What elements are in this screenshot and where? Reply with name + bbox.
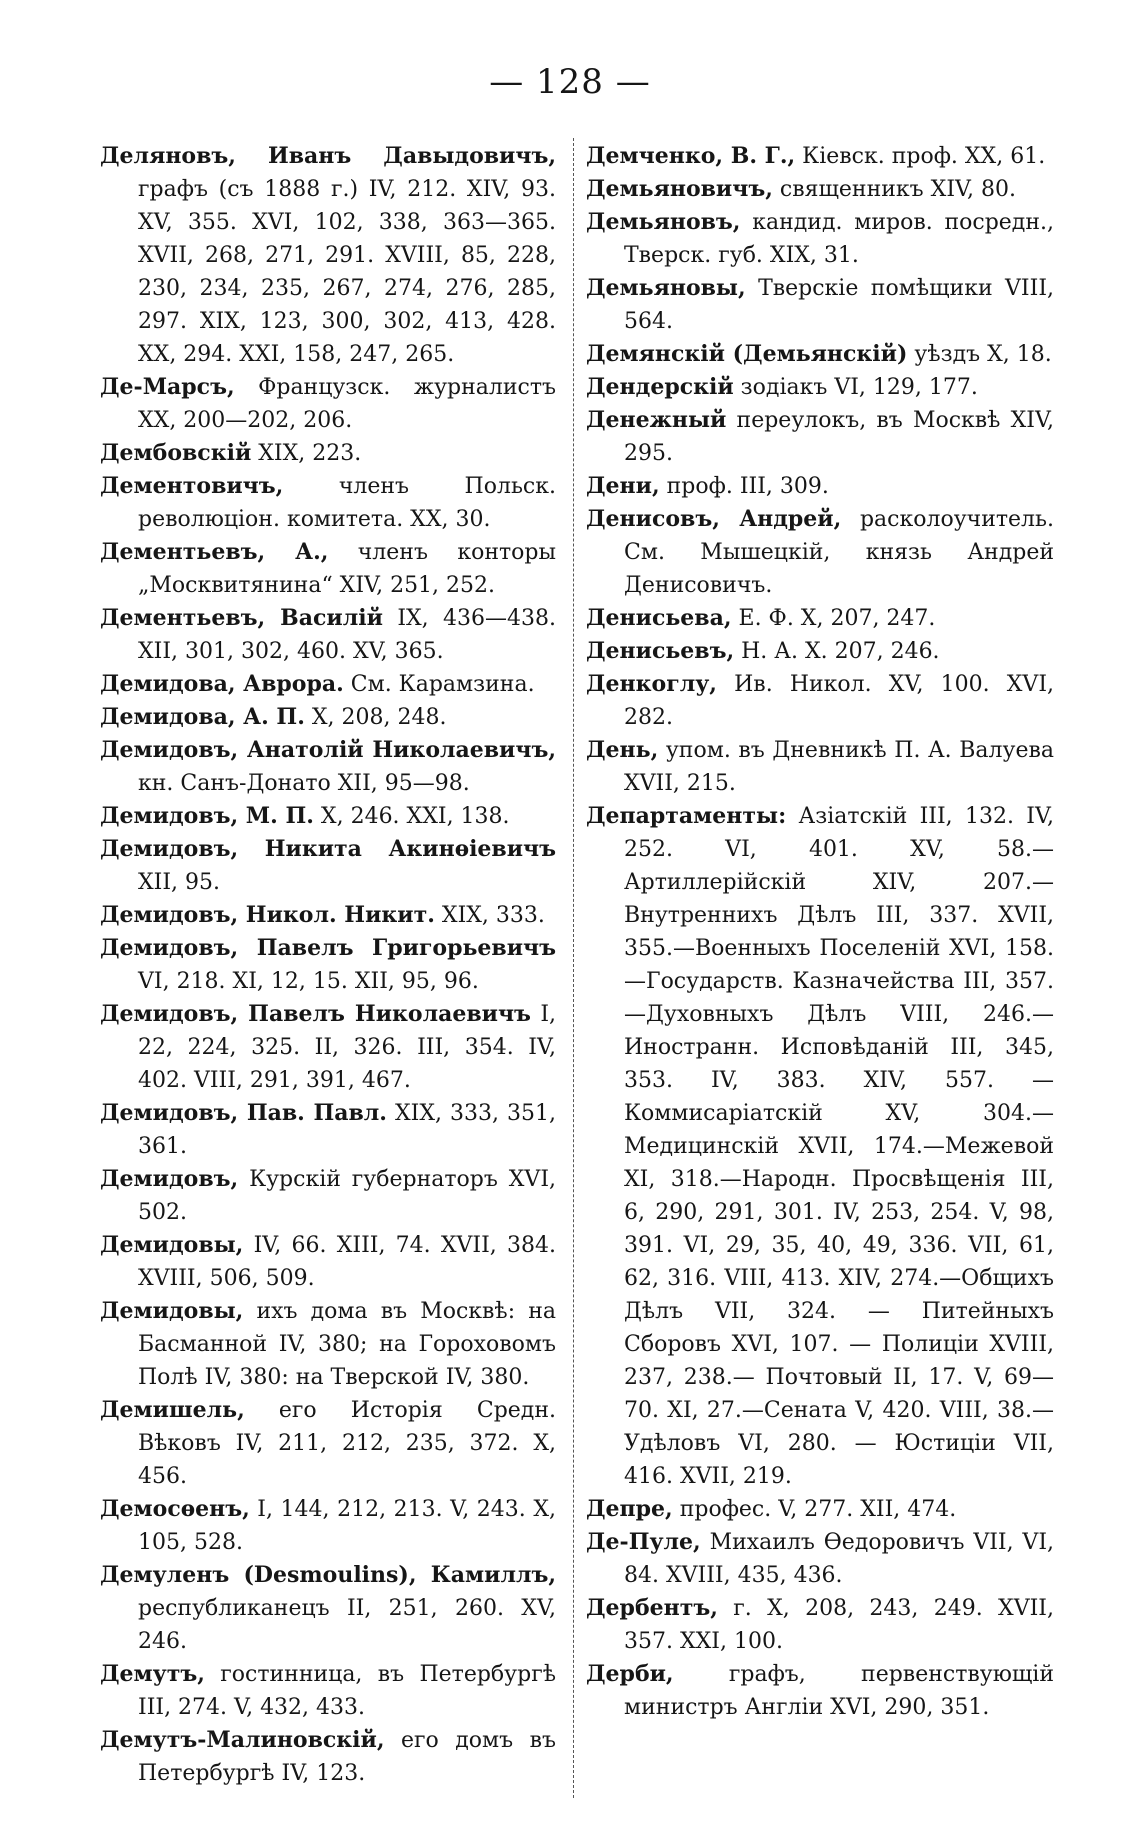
index-entry bbox=[100, 1295, 556, 1394]
entry-text: г. X, 208, 243, 249. XVII, 357. XXI, 100. bbox=[624, 1596, 1054, 1654]
entry-text: Н. А. X. 207, 246. bbox=[741, 639, 940, 664]
index-entry bbox=[100, 833, 556, 899]
entry-text: XIX, 333. bbox=[441, 903, 545, 928]
entry-text: Тверскіе помѣщики VIII, 564. bbox=[624, 276, 1054, 334]
entry-head: Дербентъ, bbox=[586, 1595, 718, 1621]
entry-head: Дементовичъ, bbox=[100, 473, 284, 499]
entry-head: Демутъ-Малиновскій, bbox=[100, 1727, 385, 1753]
entry-head: Де-Пуле, bbox=[586, 1529, 701, 1555]
index-entry bbox=[100, 998, 556, 1097]
index-entry bbox=[100, 1724, 556, 1790]
entry-text: священникъ XIV, 80. bbox=[779, 177, 1017, 202]
entry-head: Демидовъ, Пав. Павл. bbox=[100, 1100, 387, 1126]
entry-head: Демченко, В. Г., bbox=[586, 143, 796, 169]
entry-text: графъ (съ 1888 г.) IV, 212. XIV, 93. XV, 355. XVI, 102, 338, 363—365. XVII, 268, 271, 291. XVIII, 85, 228, 230, 234, 235, 267, 274, 276, 285, 297. XIX, 123, 300, 302, 413, 428. XX, 294. XXI, 158, 247, 265. bbox=[138, 177, 556, 367]
index-entry bbox=[586, 470, 1054, 503]
entry-text: членъ конторы „Москвитянина“ XIV, 251, 252. bbox=[138, 540, 556, 598]
entry-text: XIX, 223. bbox=[258, 441, 362, 466]
index-entry bbox=[100, 437, 556, 470]
index-entry bbox=[100, 470, 556, 536]
entry-head: Деляновъ, Иванъ Давыдовичъ, bbox=[100, 143, 556, 169]
entry-text: ихъ дома въ Москвѣ: на Басманной IV, 380; на Гороховомъ Полѣ IV, 380: на Тверской IV, 380. bbox=[138, 1299, 556, 1390]
entry-head: Демидовъ, bbox=[100, 1166, 239, 1192]
entry-head: Демидова, Аврора. bbox=[100, 671, 344, 697]
entry-text: зодіакъ VI, 129, 177. bbox=[740, 375, 978, 400]
index-entry bbox=[586, 140, 1054, 173]
entry-text: кн. Санъ-Донато XII, 95—98. bbox=[138, 771, 470, 796]
left-column bbox=[100, 140, 556, 1790]
entry-head: Дерби, bbox=[586, 1661, 674, 1687]
index-entry bbox=[100, 371, 556, 437]
index-entry bbox=[586, 668, 1054, 734]
index-entry bbox=[586, 602, 1054, 635]
entry-head: Демишель, bbox=[100, 1397, 245, 1423]
entry-head: Демьяновъ, bbox=[586, 209, 741, 235]
entry-text: республиканецъ II, 251, 260. XV, 246. bbox=[138, 1596, 556, 1654]
index-entry bbox=[100, 1493, 556, 1559]
index-entry bbox=[100, 668, 556, 701]
entry-text: I, 22, 224, 325. II, 326. III, 354. IV, 402. VIII, 291, 391, 467. bbox=[138, 1002, 556, 1093]
entry-head: Де-Марсъ, bbox=[100, 374, 235, 400]
entry-text: упом. въ Дневникѣ П. А. Валуева XVII, 215. bbox=[624, 738, 1054, 796]
page-number: — 128 — bbox=[489, 62, 651, 102]
entry-text: Ив. Никол. XV, 100. XVI, 282. bbox=[624, 672, 1055, 730]
index-entry bbox=[586, 503, 1054, 602]
index-entry bbox=[586, 173, 1054, 206]
entry-text: XII, 95. bbox=[138, 870, 221, 895]
index-entry bbox=[100, 701, 556, 734]
entry-head: Денисьева, bbox=[586, 605, 732, 631]
entry-text: расколоучитель. См. Мышецкій, князь Андрей Денисовичъ. bbox=[624, 507, 1054, 598]
entry-head: Демидовы, bbox=[100, 1232, 244, 1258]
entry-head: Демидова, А. П. bbox=[100, 704, 305, 730]
index-entry bbox=[100, 1394, 556, 1493]
entry-head: Денисовъ, Андрей, bbox=[586, 506, 842, 532]
entry-head: Демидовъ, Павелъ Григорьевичъ bbox=[100, 935, 556, 961]
index-entry bbox=[100, 602, 556, 668]
entry-head: Демосѳенъ, bbox=[100, 1496, 250, 1522]
index-entry bbox=[100, 1658, 556, 1724]
index-entry bbox=[100, 1229, 556, 1295]
entry-text: его Исторія Средн. Вѣковъ IV, 211, 212, 235, 372. X, 456. bbox=[138, 1398, 556, 1489]
entry-head: Демидовъ, Никита Акинѳіевичъ bbox=[100, 836, 556, 862]
index-entry bbox=[586, 800, 1054, 1493]
index-entry bbox=[586, 338, 1054, 371]
entry-head: Дементьевъ, А., bbox=[100, 539, 329, 565]
entry-head: Департаменты: bbox=[586, 803, 787, 829]
entry-text: X, 208, 248. bbox=[311, 705, 447, 730]
entry-text: проф. III, 309. bbox=[666, 474, 829, 499]
entry-text: Кіевск. проф. XX, 61. bbox=[802, 144, 1046, 169]
entry-text: Е. Ф. X, 207, 247. bbox=[738, 606, 936, 631]
entry-text: его домъ въ Петербургѣ IV, 123. bbox=[138, 1728, 556, 1786]
entry-text: I, 144, 212, 213. V, 243. X, 105, 528. bbox=[138, 1497, 556, 1555]
entry-text: Курскій губернаторъ XVI, 502. bbox=[138, 1167, 557, 1225]
entry-head: Демидовъ, Павелъ Николаевичъ bbox=[100, 1001, 531, 1027]
entry-text: См. Карамзина. bbox=[350, 672, 535, 697]
entry-head: Дембовскій bbox=[100, 440, 252, 466]
entry-head: Демидовъ, Никол. Никит. bbox=[100, 902, 435, 928]
index-entry bbox=[586, 635, 1054, 668]
entry-head: Денкоглу, bbox=[586, 671, 717, 697]
entry-head: Демидовъ, Анатолій Николаевичъ, bbox=[100, 737, 556, 763]
column-divider bbox=[573, 138, 574, 1798]
index-entry bbox=[586, 272, 1054, 338]
entry-text: IX, 436—438. XII, 301, 302, 460. XV, 365. bbox=[138, 606, 556, 664]
entry-head: Демидовы, bbox=[100, 1298, 244, 1324]
index-entry bbox=[100, 1097, 556, 1163]
entry-text: XIX, 333, 351, 361. bbox=[138, 1101, 556, 1159]
index-entry bbox=[586, 1493, 1054, 1526]
entry-text: уѣздъ X, 18. bbox=[914, 342, 1052, 367]
entry-head: Демянскій (Демьянскій) bbox=[586, 341, 908, 367]
entry-text: переулокъ, въ Москвѣ XIV, 295. bbox=[624, 408, 1054, 466]
entry-head: Демьяновы, bbox=[586, 275, 746, 301]
index-entry bbox=[100, 1163, 556, 1229]
index-entry bbox=[586, 1658, 1054, 1724]
entry-text: членъ Польск. революціон. комитета. XX, 30. bbox=[138, 474, 556, 532]
entry-text: профес. V, 277. XII, 474. bbox=[679, 1497, 957, 1522]
entry-text: графъ, первенствующій министръ Англіи XVI, 290, 351. bbox=[624, 1662, 1055, 1720]
right-column bbox=[586, 140, 1054, 1724]
index-entry bbox=[100, 734, 556, 800]
entry-text: VI, 218. XI, 12, 15. XII, 95, 96. bbox=[138, 969, 479, 994]
entry-text: Французск. журналистъ XX, 200—202, 206. bbox=[138, 375, 556, 433]
index-entry bbox=[586, 734, 1054, 800]
entry-head: Демуленъ (Desmoulins), Камиллъ, bbox=[100, 1562, 556, 1588]
entry-text: Михаилъ Ѳедоровичъ VII, VI, 84. XVIII, 435, 436. bbox=[624, 1530, 1054, 1588]
entry-text: гостинница, въ Петербургѣ III, 274. V, 432, 433. bbox=[138, 1662, 556, 1720]
index-entry bbox=[586, 1526, 1054, 1592]
entry-text: кандид. миров. посредн., Тверск. губ. XIX, 31. bbox=[624, 210, 1054, 268]
entry-head: Демьяновичъ, bbox=[586, 176, 773, 202]
index-entry bbox=[100, 932, 556, 998]
entry-text: IV, 66. XIII, 74. XVII, 384. XVIII, 506, 509. bbox=[138, 1233, 556, 1291]
entry-head: Дементьевъ, Василій bbox=[100, 605, 383, 631]
index-entry bbox=[586, 1592, 1054, 1658]
index-entry bbox=[100, 536, 556, 602]
entry-head: День, bbox=[586, 737, 659, 763]
entry-head: Дени, bbox=[586, 473, 660, 499]
entry-head: Денежный bbox=[586, 407, 727, 433]
index-entry bbox=[100, 800, 556, 833]
index-entry bbox=[100, 899, 556, 932]
index-entry bbox=[100, 1559, 556, 1658]
entry-text: X, 246. XXI, 138. bbox=[320, 804, 510, 829]
entry-head: Дендерскій bbox=[586, 374, 734, 400]
entry-head: Демидовъ, М. П. bbox=[100, 803, 314, 829]
index-entry bbox=[100, 140, 556, 371]
entry-head: Депре, bbox=[586, 1496, 673, 1522]
entry-head: Денисьевъ, bbox=[586, 638, 735, 664]
index-entry bbox=[586, 404, 1054, 470]
index-entry bbox=[586, 206, 1054, 272]
entry-text: Азіатскій III, 132. IV, 252. VI, 401. XV, 58.—Артиллерійскій XIV, 207.—Внутреннихъ Дѣлъ III, 337. XVII, 355.—Военныхъ Поселеній XVI, 158.—Государств. Казначейства III, 357.—Духовныхъ Дѣлъ VIII, 246.—Иностранн. Исповѣданій III, 345, 353. IV, 383. XIV, 557. — Коммисаріатскій XV, 304.—Медицинскій XVII, 174.—Межевой XI, 318.—Народн. Просвѣщенія III, 6, 290, 291, 301. IV, 253, 254. V, 98, 391. VI, 29, 35, 40, 49, 336. VII, 61, 62, 316. VIII, 413. XIV, 274.—Общихъ Дѣлъ VII, 324. — Питейныхъ Сборовъ XVI, 107. — Полиціи XVIII, 237, 238.— Почтовый II, 17. V, 69—70. XI, 27.—Сената V, 420. VIII, 38.—Удѣловъ VI, 280. — Юстиціи VII, 416. XVII, 219. bbox=[624, 804, 1054, 1489]
index-entry bbox=[586, 371, 1054, 404]
entry-head: Демутъ, bbox=[100, 1661, 205, 1687]
